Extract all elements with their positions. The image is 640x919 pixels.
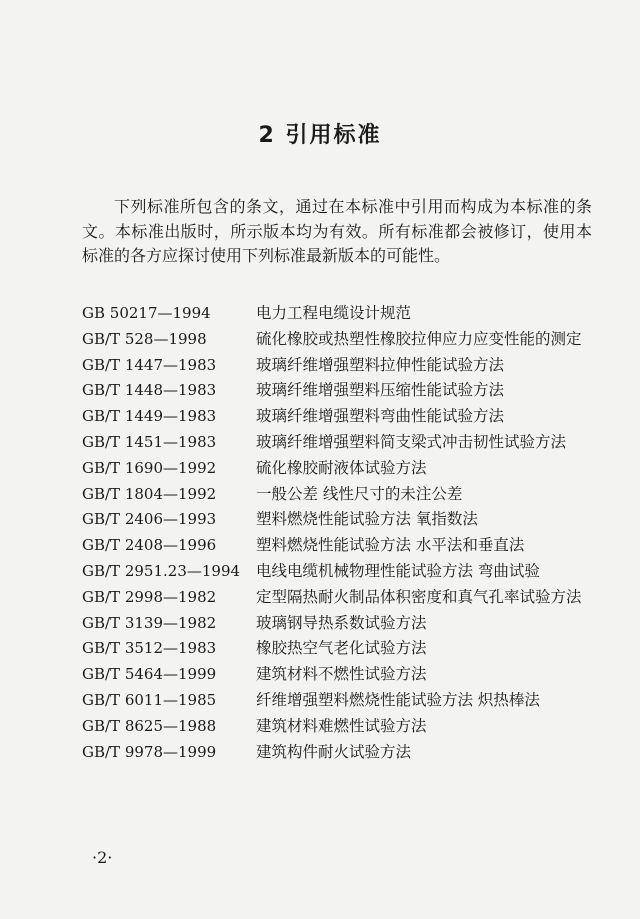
standard-row xyxy=(82,404,602,430)
standard-name: 玻璃纤维增强塑料拉伸性能试验方法 xyxy=(256,355,505,374)
standard-row xyxy=(82,585,602,611)
standard-code: GB/T 1448—1983 xyxy=(82,381,217,400)
standard-name: 塑料燃烧性能试验方法 水平法和垂直法 xyxy=(256,536,525,555)
standard-code: GB/T 528—1998 xyxy=(82,329,207,348)
standard-row xyxy=(82,430,602,456)
standard-row xyxy=(82,378,602,404)
standard-row xyxy=(82,456,602,482)
standard-name: 玻璃纤维增强塑料弯曲性能试验方法 xyxy=(256,407,505,426)
standard-name: 电力工程电缆设计规范 xyxy=(256,304,412,322)
standard-name: 硫化橡胶或热塑性橡胶拉伸应力应变性能的测定 xyxy=(256,329,582,348)
standard-row xyxy=(82,559,602,585)
standard-row xyxy=(82,533,602,559)
standard-name: 电线电缆机械物理性能试验方法 弯曲试验 xyxy=(256,561,540,580)
standard-name: 纤维增强塑料燃烧性能试验方法 炽热棒法 xyxy=(256,690,540,709)
standard-name: 塑料燃烧性能试验方法 氧指数法 xyxy=(256,510,478,529)
standard-code: GB/T 2408—1996 xyxy=(82,536,217,555)
standard-code: GB/T 3512—1983 xyxy=(82,639,217,658)
standard-row xyxy=(82,301,602,327)
standard-code: GB/T 1447—1983 xyxy=(82,355,217,374)
standard-code: GB/T 1449—1983 xyxy=(82,407,217,426)
standard-row xyxy=(82,688,602,714)
standard-name: 一般公差 线性尺寸的未注公差 xyxy=(256,484,463,503)
standard-code: GB/T 2998—1982 xyxy=(82,587,217,606)
section-title: 2 引用标准 xyxy=(258,123,382,148)
standard-row xyxy=(82,740,602,766)
standard-row xyxy=(82,636,602,662)
page-number: ·2· xyxy=(92,848,113,867)
standard-row xyxy=(82,482,602,508)
standard-name: 橡胶热空气老化试验方法 xyxy=(256,639,427,658)
standard-row xyxy=(82,662,602,688)
standard-name: 建筑材料不燃性试验方法 xyxy=(256,665,427,684)
standard-name: 玻璃纤维增强塑料简支梁式冲击韧性试验方法 xyxy=(256,432,567,451)
standard-row xyxy=(82,611,602,637)
standard-code: GB/T 6011—1985 xyxy=(82,690,217,709)
standard-name: 玻璃钢导热系数试验方法 xyxy=(256,613,427,632)
intro-paragraph xyxy=(82,195,592,269)
standard-name: 硫化橡胶耐液体试验方法 xyxy=(256,458,427,477)
standard-code: GB/T 2951.23—1994 xyxy=(82,561,241,580)
standard-code: GB/T 2406—1993 xyxy=(82,510,217,529)
standard-row xyxy=(82,507,602,533)
standard-row xyxy=(82,353,602,379)
standard-code: GB/T 8625—1988 xyxy=(82,716,217,735)
standard-code: GB/T 3139—1982 xyxy=(82,613,217,632)
standard-name: 建筑构件耐火试验方法 xyxy=(256,742,412,761)
standard-name: 定型隔热耐火制品体积密度和真气孔率试验方法 xyxy=(256,587,582,606)
standard-code: GB 50217—1994 xyxy=(82,304,211,322)
standard-row xyxy=(82,714,602,740)
standard-code: GB/T 1690—1992 xyxy=(82,458,217,477)
standard-code: GB/T 1804—1992 xyxy=(82,484,217,503)
standard-code: GB/T 9978—1999 xyxy=(82,742,217,761)
intro-text: 下列标准所包含的条文，通过在本标准中引用而构成为本标准的条文。本标准出版时，所示版本均为有效。所有标准都会被修订，使用本标准的各方应探讨使用下列标准最新版本的可能性。 xyxy=(82,197,592,265)
standards-list xyxy=(82,301,602,765)
standard-name: 建筑材料难燃性试验方法 xyxy=(256,716,427,735)
standard-code: GB/T 1451—1983 xyxy=(82,432,217,451)
standard-code: GB/T 5464—1999 xyxy=(82,665,217,684)
standard-row xyxy=(82,327,602,353)
standard-name: 玻璃纤维增强塑料压缩性能试验方法 xyxy=(256,381,505,400)
